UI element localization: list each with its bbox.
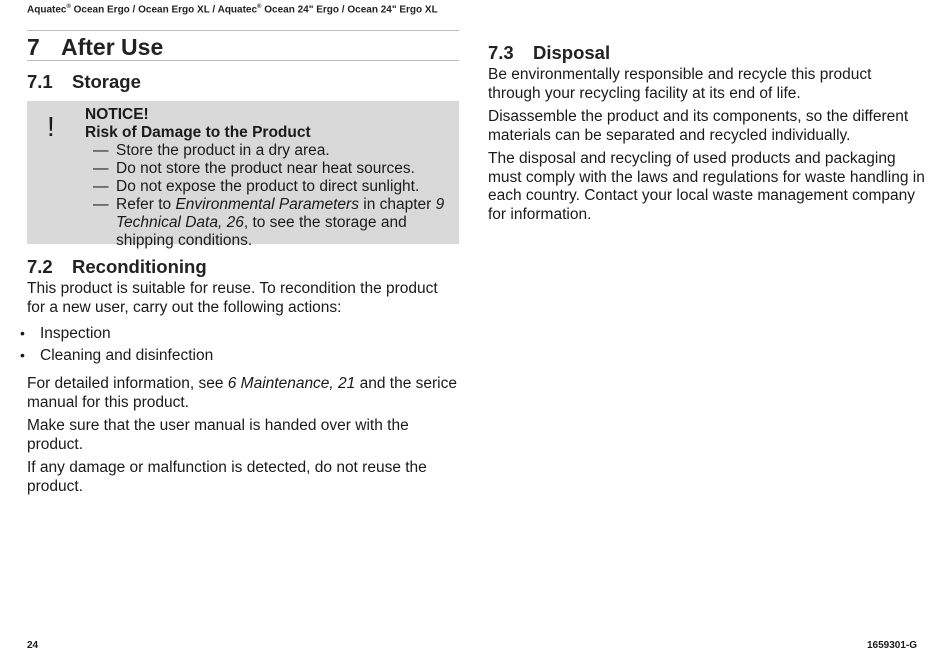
- brand-name: Aquatec: [27, 4, 67, 16]
- brand-name: Aquatec: [217, 4, 258, 16]
- maintenance-paragraph: [27, 375, 459, 412]
- action-list: [27, 323, 459, 366]
- notice-label: NOTICE!: [85, 106, 149, 123]
- section-title: Reconditioning: [72, 256, 207, 277]
- disposal-paragraph: Be environmentally responsible and recycle this product through your recycling facility at its end of life.: [488, 66, 872, 102]
- reference-text: in chapter: [358, 196, 436, 213]
- list-item: • Inspection: [27, 323, 459, 345]
- section-heading-disposal: [488, 40, 928, 66]
- running-header: [27, 4, 438, 15]
- paragraph-text: and the serice manual for this product.: [27, 375, 457, 411]
- registered-mark: ®: [257, 4, 262, 10]
- model-names: Ocean 24" Ergo / Ocean 24" Ergo XL: [261, 4, 438, 16]
- reconditioning-intro: This product is suitable for reuse. To recondition the product for a new user, carry out the following actions:: [27, 280, 438, 316]
- right-column: [488, 40, 928, 224]
- dash-bullet: —: [93, 142, 109, 159]
- handover-paragraph: Make sure that the user manual is handed over with the product.: [27, 417, 409, 453]
- notice-item-text: Do not store the product near heat sources.: [116, 160, 415, 177]
- notice-box: [27, 101, 459, 249]
- notice-item-reference: [85, 196, 449, 250]
- notice-item: [85, 178, 449, 196]
- notice-item-text: Do not expose the product to direct sunlight.: [116, 178, 420, 195]
- exclamation-icon: !: [47, 111, 55, 142]
- cross-reference-link[interactable]: 9 Technical Data, 26: [116, 196, 445, 231]
- dash-bullet: —: [93, 196, 109, 213]
- cross-reference-link[interactable]: 6 Maintenance, 21: [227, 375, 356, 392]
- page-number: 24: [27, 640, 39, 651]
- disposal-paragraph: Disassemble the product and its components, so the different materials can be separated and recycled individually.: [488, 108, 909, 144]
- reference-text: , to see the storage and shipping conditions.: [116, 214, 407, 249]
- notice-item: [85, 142, 449, 160]
- chapter-number: 7: [27, 34, 40, 60]
- section-number: 7.2: [27, 256, 53, 277]
- section-title: Disposal: [533, 42, 611, 63]
- left-column: [27, 32, 459, 496]
- notice-list: [85, 142, 449, 250]
- registered-mark: ®: [66, 4, 71, 10]
- section-heading-reconditioning: [27, 254, 459, 280]
- notice-item: [85, 160, 449, 178]
- dash-bullet: —: [93, 178, 109, 195]
- chapter-heading: [27, 32, 459, 62]
- chapter-title: After Use: [61, 34, 164, 60]
- section-title: Storage: [72, 71, 141, 92]
- document-id: 1659301-G: [866, 640, 917, 651]
- section-number: 7.1: [27, 71, 53, 92]
- notice-item-text: Store the product in a dry area.: [116, 142, 330, 159]
- reference-text: Refer to: [116, 196, 176, 213]
- dash-bullet: —: [93, 160, 109, 177]
- notice-title: Risk of Damage to the Product: [85, 124, 311, 141]
- cross-reference-link[interactable]: Environmental Parameters: [175, 196, 359, 213]
- disposal-paragraph: The disposal and recycling of used products and packaging must comply with the laws and regulations for waste handling in each country. Contact your local waste management company for information.: [488, 150, 925, 223]
- section-number: 7.3: [488, 42, 514, 63]
- section-heading-storage: [27, 69, 459, 95]
- list-item: • Cleaning and disinfection: [27, 345, 459, 367]
- header-rule: [27, 30, 459, 31]
- model-names: Ocean Ergo / Ocean Ergo XL /: [70, 4, 218, 16]
- paragraph-text: For detailed information, see: [27, 375, 228, 392]
- damage-paragraph: If any damage or malfunction is detected, do not reuse the product.: [27, 459, 427, 495]
